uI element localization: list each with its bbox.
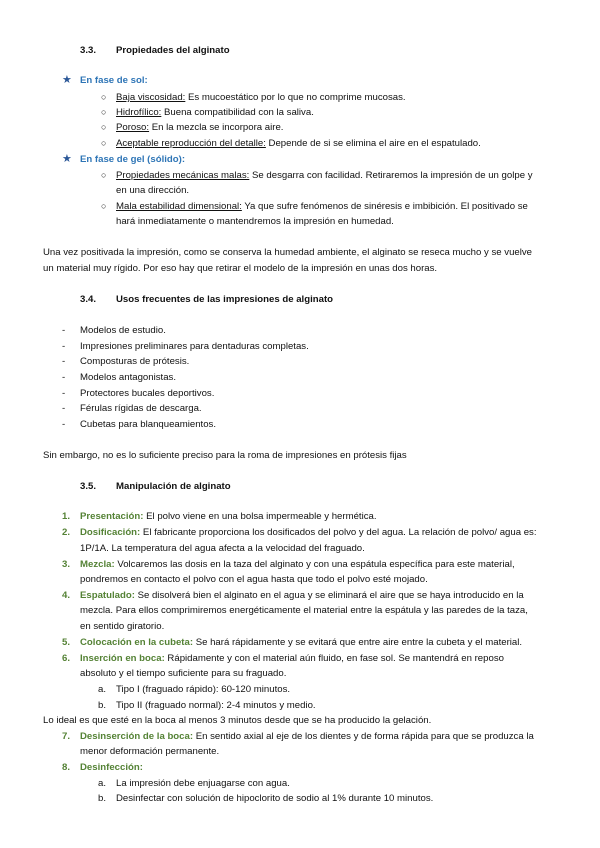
dash-bullet: -: [62, 325, 66, 336]
step-item: Espatulado: Se disolverá bien el alginato en el agua y se eliminará el aire que se haya introducido en la: [80, 590, 524, 601]
step-continuation: mezcla. Para ellos comprimiremos energéticamente el material entre la espátula y las paredes de la taza,: [80, 605, 528, 616]
sub-item-letter: b.: [98, 700, 107, 711]
list-item: Impresiones preliminares para dentaduras completas.: [80, 341, 309, 352]
dash-bullet: -: [62, 388, 66, 399]
dash-bullet: -: [62, 356, 66, 367]
circle-bullet-icon: ○: [101, 122, 107, 132]
list-item: Protectores bucales deportivos.: [80, 388, 215, 399]
dash-bullet: -: [62, 341, 66, 352]
step-item: Mezcla: Volcaremos las dosis en la taza del alginato y con una espátula específica para este material,: [80, 559, 515, 570]
sub-item-letter: b.: [98, 793, 107, 804]
sub-item: Tipo I (fraguado rápido): 60-120 minutos.: [116, 684, 291, 695]
step-number: 1.: [62, 511, 71, 522]
sub-item-letter: a.: [98, 778, 107, 789]
list-item: Modelos antagonistas.: [80, 372, 176, 383]
note-line: Sin embargo, no es lo suficiente preciso para la roma de impresiones en prótesis fijas: [43, 450, 407, 461]
section-number: 3.3.: [80, 45, 97, 56]
step-continuation: 1P/1A. La temperatura del agua afecta a la velocidad del fraguado.: [80, 543, 365, 554]
section-heading-3-4: 3.4. Usos frecuentes de las impresiones de alginato: [80, 294, 333, 305]
star-icon: ★: [62, 153, 72, 165]
step-number: 5.: [62, 637, 71, 648]
circle-bullet-icon: ○: [101, 170, 107, 180]
list-item: Aceptable reproducción del detalle: Depende de si se elimina el aire en el espatulado.: [116, 138, 481, 149]
sub-item: La impresión debe enjuagarse con agua.: [116, 778, 290, 789]
step-number: 2.: [62, 527, 71, 538]
step-item: Colocación en la cubeta: Se hará rápidamente y se evitará que entre aire entre la cubeta y el material.: [80, 637, 523, 648]
step-item: Desinserción de la boca: En sentido axial al eje de los dientes y de forma rápida para que se produzca la: [80, 731, 534, 742]
step-continuation: absoluto y el tiempo suficiente para su fraguado.: [80, 668, 287, 679]
step-item: Dosificación: El fabricante proporciona los dosificados del polvo y del agua. La relación de polvo/ agua es:: [80, 527, 537, 538]
step-item: Presentación: El polvo viene en una bolsa impermeable y hermética.: [80, 511, 377, 522]
sub-item-letter: a.: [98, 684, 107, 695]
paragraph-line: Una vez positivada la impresión, como se conserva la humedad ambiente, el alginato se reseca mucho y se vuelve: [43, 247, 533, 258]
section-heading-3-3: [80, 45, 230, 56]
step-number: 6.: [62, 653, 71, 664]
step-continuation: en sentido giratorio.: [80, 621, 165, 632]
step-continuation: pondremos en contacto el polvo con el agua hasta que todo el polvo esté mojado.: [80, 574, 428, 585]
step-number: 7.: [62, 731, 71, 742]
dash-bullet: -: [62, 403, 66, 414]
list-item: Propiedades mecánicas malas: Se desgarra con facilidad. Retiraremos la impresión de un golpe y: [116, 170, 533, 181]
gel-phase-label: En fase de gel (sólido):: [80, 154, 186, 165]
dash-bullet: -: [62, 419, 66, 430]
list-item: Férulas rígidas de descarga.: [80, 403, 202, 414]
circle-bullet-icon: ○: [101, 92, 107, 102]
list-item: Hidrofílico: Buena compatibilidad con la saliva.: [116, 107, 314, 118]
step-item: Desinfección:: [80, 762, 143, 773]
list-item: Poroso: En la mezcla se incorpora aire.: [116, 122, 284, 133]
sub-item: Desinfectar con solución de hipoclorito de sodio al 1% durante 10 minutos.: [116, 793, 434, 804]
list-item: Composturas de prótesis.: [80, 356, 190, 367]
list-item-continuation: en una dirección.: [116, 185, 190, 196]
list-item: Mala estabilidad dimensional: Ya que sufre fenómenos de sinéresis e imbibición. El positivado se: [116, 201, 528, 212]
sub-item: Tipo II (fraguado normal): 2-4 minutos y medio.: [116, 700, 316, 711]
step-continuation: menor deformación permanente.: [80, 746, 220, 757]
circle-bullet-icon: ○: [101, 201, 107, 211]
list-item-continuation: hará inmediatamente o mantendremos la impresión en humedad.: [116, 216, 394, 227]
step-number: 3.: [62, 559, 71, 570]
list-item: Baja viscosidad: Es mucoestático por lo que no comprime mucosas.: [116, 92, 406, 103]
list-item: Modelos de estudio.: [80, 325, 166, 336]
list-item: Cubetas para blanqueamientos.: [80, 419, 217, 430]
step-number: 8.: [62, 762, 71, 773]
section-heading-3-5: 3.5. Manipulación de alginato: [80, 481, 231, 492]
paragraph-line: un material muy rígido. Por eso hay que retirar el modelo de la impresión en unas dos horas.: [43, 263, 438, 274]
dash-bullet: -: [62, 372, 66, 383]
star-icon: ★: [62, 74, 72, 86]
note-line: Lo ideal es que esté en la boca al menos 3 minutos desde que se ha producido la gelación.: [43, 715, 432, 726]
section-title: Propiedades del alginato: [116, 45, 230, 56]
circle-bullet-icon: ○: [101, 107, 107, 117]
sol-phase-label: En fase de sol:: [80, 75, 148, 86]
circle-bullet-icon: ○: [101, 138, 107, 148]
step-number: 4.: [62, 590, 71, 601]
step-item: Inserción en boca: Rápidamente y con el material aún fluido, en fase sol. Se mantendrá en reposo: [80, 653, 504, 664]
